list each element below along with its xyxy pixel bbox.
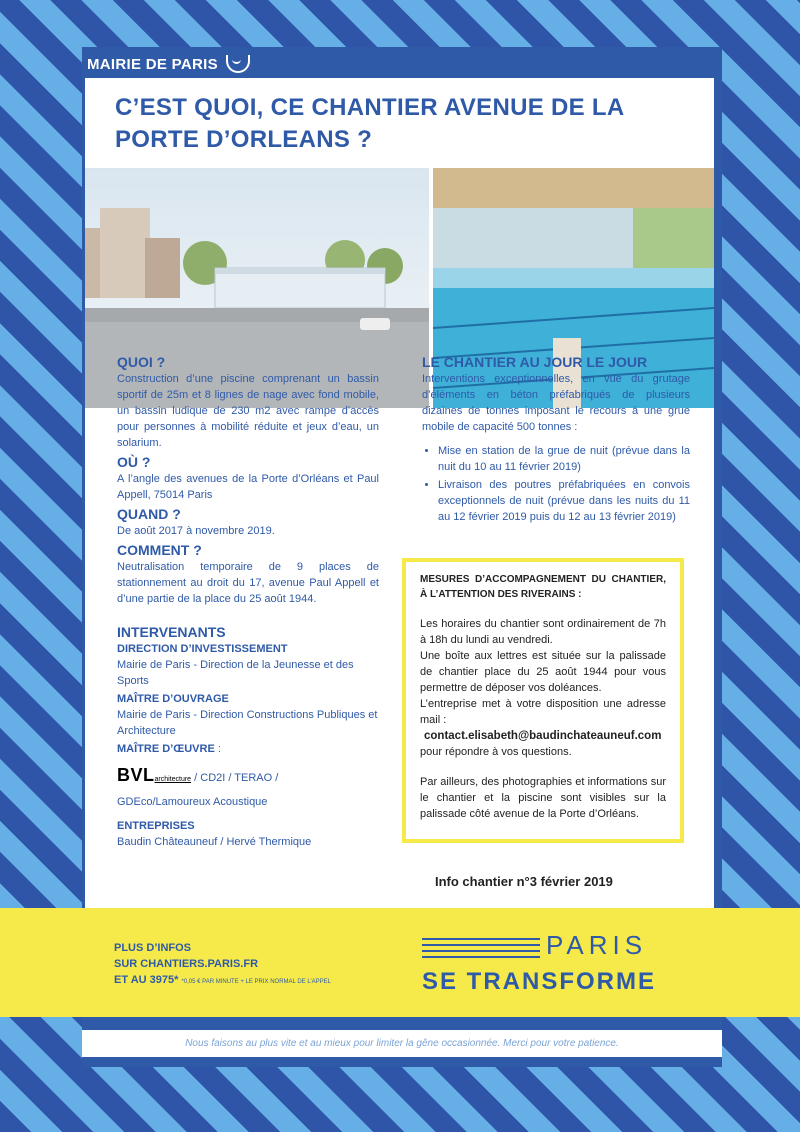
infos-phone-number: ET AU 3975* xyxy=(114,974,179,986)
comment-text: Neutralisation temporaire de 9 places de stationnement au droit du 17, avenue Paul Appell et d’une partie de la place du 25 août 1944. xyxy=(117,561,379,605)
list-item: • Livraison des poutres préfabriquées en convois exceptionnels de nuit (prévue dans les nuits du 11 au 12 février 2019 puis du 12 au 13 février 2019) xyxy=(438,477,690,525)
entreprises-label: ENTREPRISES xyxy=(117,820,195,832)
logo-paris-text: PARIS xyxy=(546,930,648,960)
quand-text: De août 2017 à novembre 2019. xyxy=(117,525,275,537)
logo-se-transforme-text: SE TRANSFORME xyxy=(422,968,657,995)
maitre-ouvrage-text: Mairie de Paris - Direction Constructions Publiques et Architecture xyxy=(117,709,378,737)
ou-text: A l’angle des avenues de la Porte d’Orléans et Paul Appell, 75014 Paris xyxy=(117,473,379,501)
box-p1: Les horaires du chantier sont ordinairement de 7h à 18h du lundi au vendredi. xyxy=(420,618,666,646)
tagline-bar: Nous faisons au plus vite et au mieux pour limiter la gêne occasionnée. Merci pour votre patience. xyxy=(82,1030,722,1057)
direction-label: DIRECTION D’INVESTISSEMENT xyxy=(117,643,288,655)
quoi-text: Construction d’une piscine comprenant un bassin sportif de 25m et 8 lignes de nage avec fond mobile, un bassin ludique de 230 m2 avec rampe d’accès pour personnes à mobilité réduite et jeux d’eau, un solarium. xyxy=(117,373,379,449)
bvl-logo-sub: architecture xyxy=(154,776,192,783)
ou-title: OÙ ? xyxy=(117,454,151,470)
box-p3: L’entreprise met à votre disposition une adresse mail : xyxy=(420,698,666,726)
maitre-oeuvre-label: MAÎTRE D’ŒUVRE xyxy=(117,743,215,755)
infos-line1: PLUS D’INFOS xyxy=(114,942,192,954)
mairie-logo-text: MAIRIE DE PARIS xyxy=(87,55,218,73)
mairie-logo xyxy=(87,55,250,73)
infos-phone xyxy=(114,972,331,990)
intervenants-title: INTERVENANTS xyxy=(117,624,226,640)
email-link[interactable]: contact.elisabeth@baudinchateauneuf.com xyxy=(424,730,662,742)
list-item: • Mise en station de la grue de nuit (prévue dans la nuit du 10 au 11 février 2019) xyxy=(438,443,690,475)
maitre-ouvrage-label: MAÎTRE D’OUVRAGE xyxy=(117,693,229,705)
maitre-oeuvre-list xyxy=(117,767,379,788)
paris-ship-icon xyxy=(226,55,250,73)
box-heading: MESURES D’ACCOMPAGNEMENT DU CHANTIER, À L’ATTENTION DES RIVERAINS : xyxy=(420,574,666,600)
bvl-logo: BVL xyxy=(117,765,155,785)
page-title: C’EST QUOI, CE CHANTIER AVENUE DE LA PORTE D’ORLEANS ? xyxy=(115,94,624,153)
infos-phone-price: *0,05 € PAR MINUTE + LE PRIX NORMAL DE L’APPEL xyxy=(181,979,332,985)
infos-link[interactable]: SUR CHANTIERS.PARIS.FR xyxy=(114,958,259,970)
left-column xyxy=(117,353,379,852)
box-p2: Une boîte aux lettres est située sur la palissade de chantier place du 25 août 1944 pour vous permettre de déposer vos doléances. xyxy=(420,650,666,694)
comment-title: COMMENT ? xyxy=(117,542,202,558)
maitre-oeuvre-row xyxy=(117,741,379,757)
maitre-oeuvre-rest1: / CD2I / TERAO / xyxy=(191,772,279,784)
logo-stripes xyxy=(422,938,540,962)
box-p4: pour répondre à vos questions. xyxy=(420,746,572,758)
plus-infos xyxy=(114,940,331,990)
quand-title: QUAND ? xyxy=(117,506,181,522)
riverains-box xyxy=(402,558,684,843)
direction-text: Mairie de Paris - Direction de la Jeunesse et des Sports xyxy=(117,659,354,687)
quoi-title: QUOI ? xyxy=(117,354,166,370)
chantier-text: Interventions exceptionnelles, en vue du grutage d’éléments en béton préfabriqués de plusieurs dizaines de tonnes imposant le recours à une grue mobile de capacité 500 tonnes : xyxy=(422,373,690,433)
right-column xyxy=(422,353,690,527)
box-p5: Par ailleurs, des photographies et informations sur le chantier et la piscine sont visibles sur la palissade côté avenue de la Porte d’Orléans. xyxy=(420,776,666,820)
content-panel xyxy=(85,78,714,908)
maitre-oeuvre-colon: : xyxy=(214,743,221,755)
chantier-bullets xyxy=(422,443,690,525)
info-chantier-date: Info chantier n°3 février 2019 xyxy=(435,874,613,889)
chantier-title: LE CHANTIER AU JOUR LE JOUR xyxy=(422,354,648,370)
entreprises-text: Baudin Châteauneuf / Hervé Thermique xyxy=(117,836,312,848)
maitre-oeuvre-rest2: GDEco/Lamoureux Acoustique xyxy=(117,796,268,808)
